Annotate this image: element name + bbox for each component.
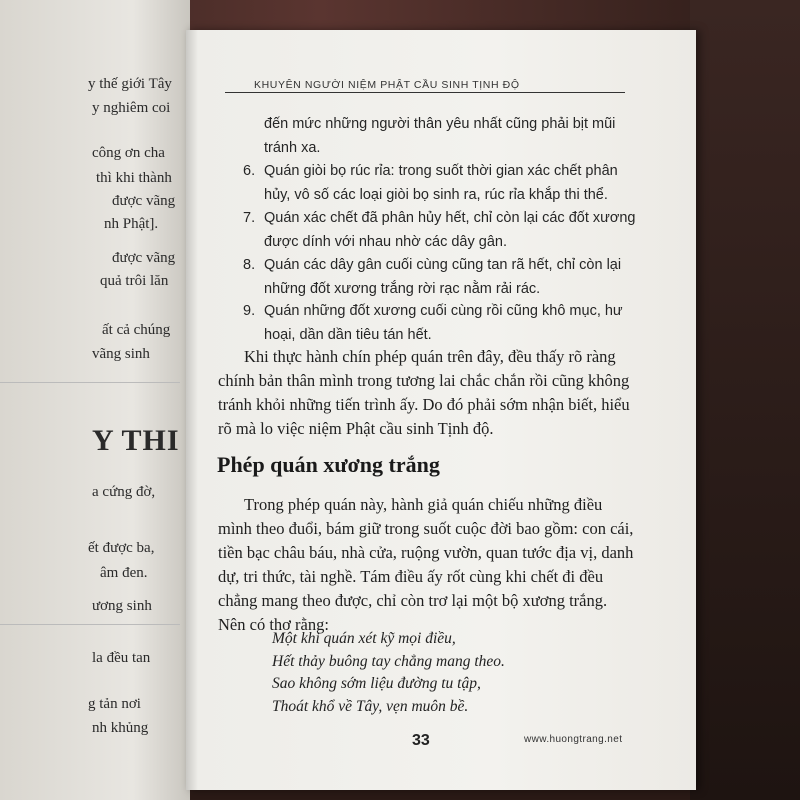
left-fragment: quả trôi lăn bbox=[100, 273, 169, 289]
list-item-number: 6. bbox=[243, 163, 256, 179]
left-fragment: vãng sinh bbox=[92, 346, 150, 362]
list-item-number: 7. bbox=[243, 210, 256, 226]
left-fragment: la đều tan bbox=[92, 650, 151, 666]
left-divider bbox=[0, 382, 180, 383]
left-fragment: ết được ba, bbox=[88, 540, 155, 556]
left-fragment: y nghiêm coi bbox=[92, 100, 171, 116]
left-fragment: ương sinh bbox=[92, 598, 152, 614]
list-item bbox=[243, 300, 638, 347]
background-right bbox=[690, 0, 800, 800]
left-fragment: nh Phật]. bbox=[104, 216, 159, 232]
left-fragment: y thế giới Tây bbox=[88, 76, 172, 92]
left-fragment: ất cả chúng bbox=[102, 322, 171, 338]
header-rule bbox=[225, 92, 625, 93]
section-paragraph: Trong phép quán này, hành giả quán chiếu những điều mình theo đuổi, bám giữ trong suốt cuộc đời bao gồm: con cái, tiền bạc châu báu, nhà cửa, ruộng vườn, quan tước địa vị, danh dự, tri thức, tài nghề. Tám điều ấy rốt cùng khi chết đi đều chẳng mang theo được, chỉ còn trơ lại một bộ xương trắng. Nên có thơ rằng: bbox=[218, 495, 634, 634]
left-fragment: công ơn cha bbox=[92, 145, 165, 161]
left-fragment: nh khủng bbox=[92, 720, 149, 736]
list-item-text: Quán xác chết đã phân hủy hết, chỉ còn lại các đốt xương được dính với nhau nhờ các dây gân. bbox=[264, 210, 636, 250]
poem-line: Sao không sớm liệu đường tu tập, bbox=[272, 675, 481, 692]
list-item bbox=[243, 160, 638, 207]
website-url: www.huongtrang.net bbox=[524, 734, 623, 745]
list-item-number: 9. bbox=[243, 303, 256, 319]
left-fragment: được vãng bbox=[112, 193, 176, 209]
left-fragment: được vãng bbox=[112, 250, 176, 266]
section-heading: Phép quán xương trắng bbox=[217, 452, 440, 477]
poem bbox=[272, 628, 505, 718]
left-divider bbox=[0, 624, 180, 625]
poem-line: Một khi quán xét kỹ mọi điều, bbox=[272, 630, 456, 647]
page-number: 33 bbox=[412, 732, 430, 749]
continuation-paragraph: đến mức những người thân yêu nhất cũng phải bịt mũi tránh xa. bbox=[264, 116, 616, 156]
left-heading-fragment: Y THI bbox=[92, 424, 180, 457]
left-fragment: g tản nơi bbox=[88, 696, 141, 712]
list-item-text: Quán những đốt xương cuối cùng rồi cũng khô mục, hư hoại, dần dần tiêu tán hết. bbox=[264, 303, 623, 343]
left-page bbox=[0, 0, 190, 800]
list-item-number: 8. bbox=[243, 257, 256, 273]
left-fragment: âm đen. bbox=[100, 565, 148, 581]
left-fragment: thì khi thành bbox=[96, 170, 172, 186]
list-item-text: Quán giòi bọ rúc rỉa: trong suốt thời gian xác chết phân hủy, vô số các loại giòi bọ sinh ra, rúc rỉa khắp thi thể. bbox=[264, 163, 618, 203]
summary-paragraph: Khi thực hành chín phép quán trên đây, đều thấy rõ ràng chính bản thân mình trong tương lai chắc chắn rồi cũng không tránh khỏi những tiến trình ấy. Do đó phải sớm nhận biết, hiểu rõ mà lo việc niệm Phật cầu sinh Tịnh độ. bbox=[218, 347, 630, 438]
list-item-text: Quán các dây gân cuối cùng cũng tan rã hết, chỉ còn lại những đốt xương trắng rời rạc nằm rải rác. bbox=[264, 257, 622, 297]
left-fragment: a cứng đờ, bbox=[92, 484, 156, 500]
poem-line: Thoát khổ về Tây, vẹn muôn bề. bbox=[272, 697, 469, 715]
running-header: KHUYÊN NGƯỜI NIỆM PHẬT CẦU SINH TỊNH ĐỘ bbox=[254, 79, 520, 91]
list-item bbox=[243, 207, 638, 254]
poem-line: Hết thảy buông tay chẳng mang theo. bbox=[272, 652, 505, 670]
list-item bbox=[243, 254, 638, 301]
